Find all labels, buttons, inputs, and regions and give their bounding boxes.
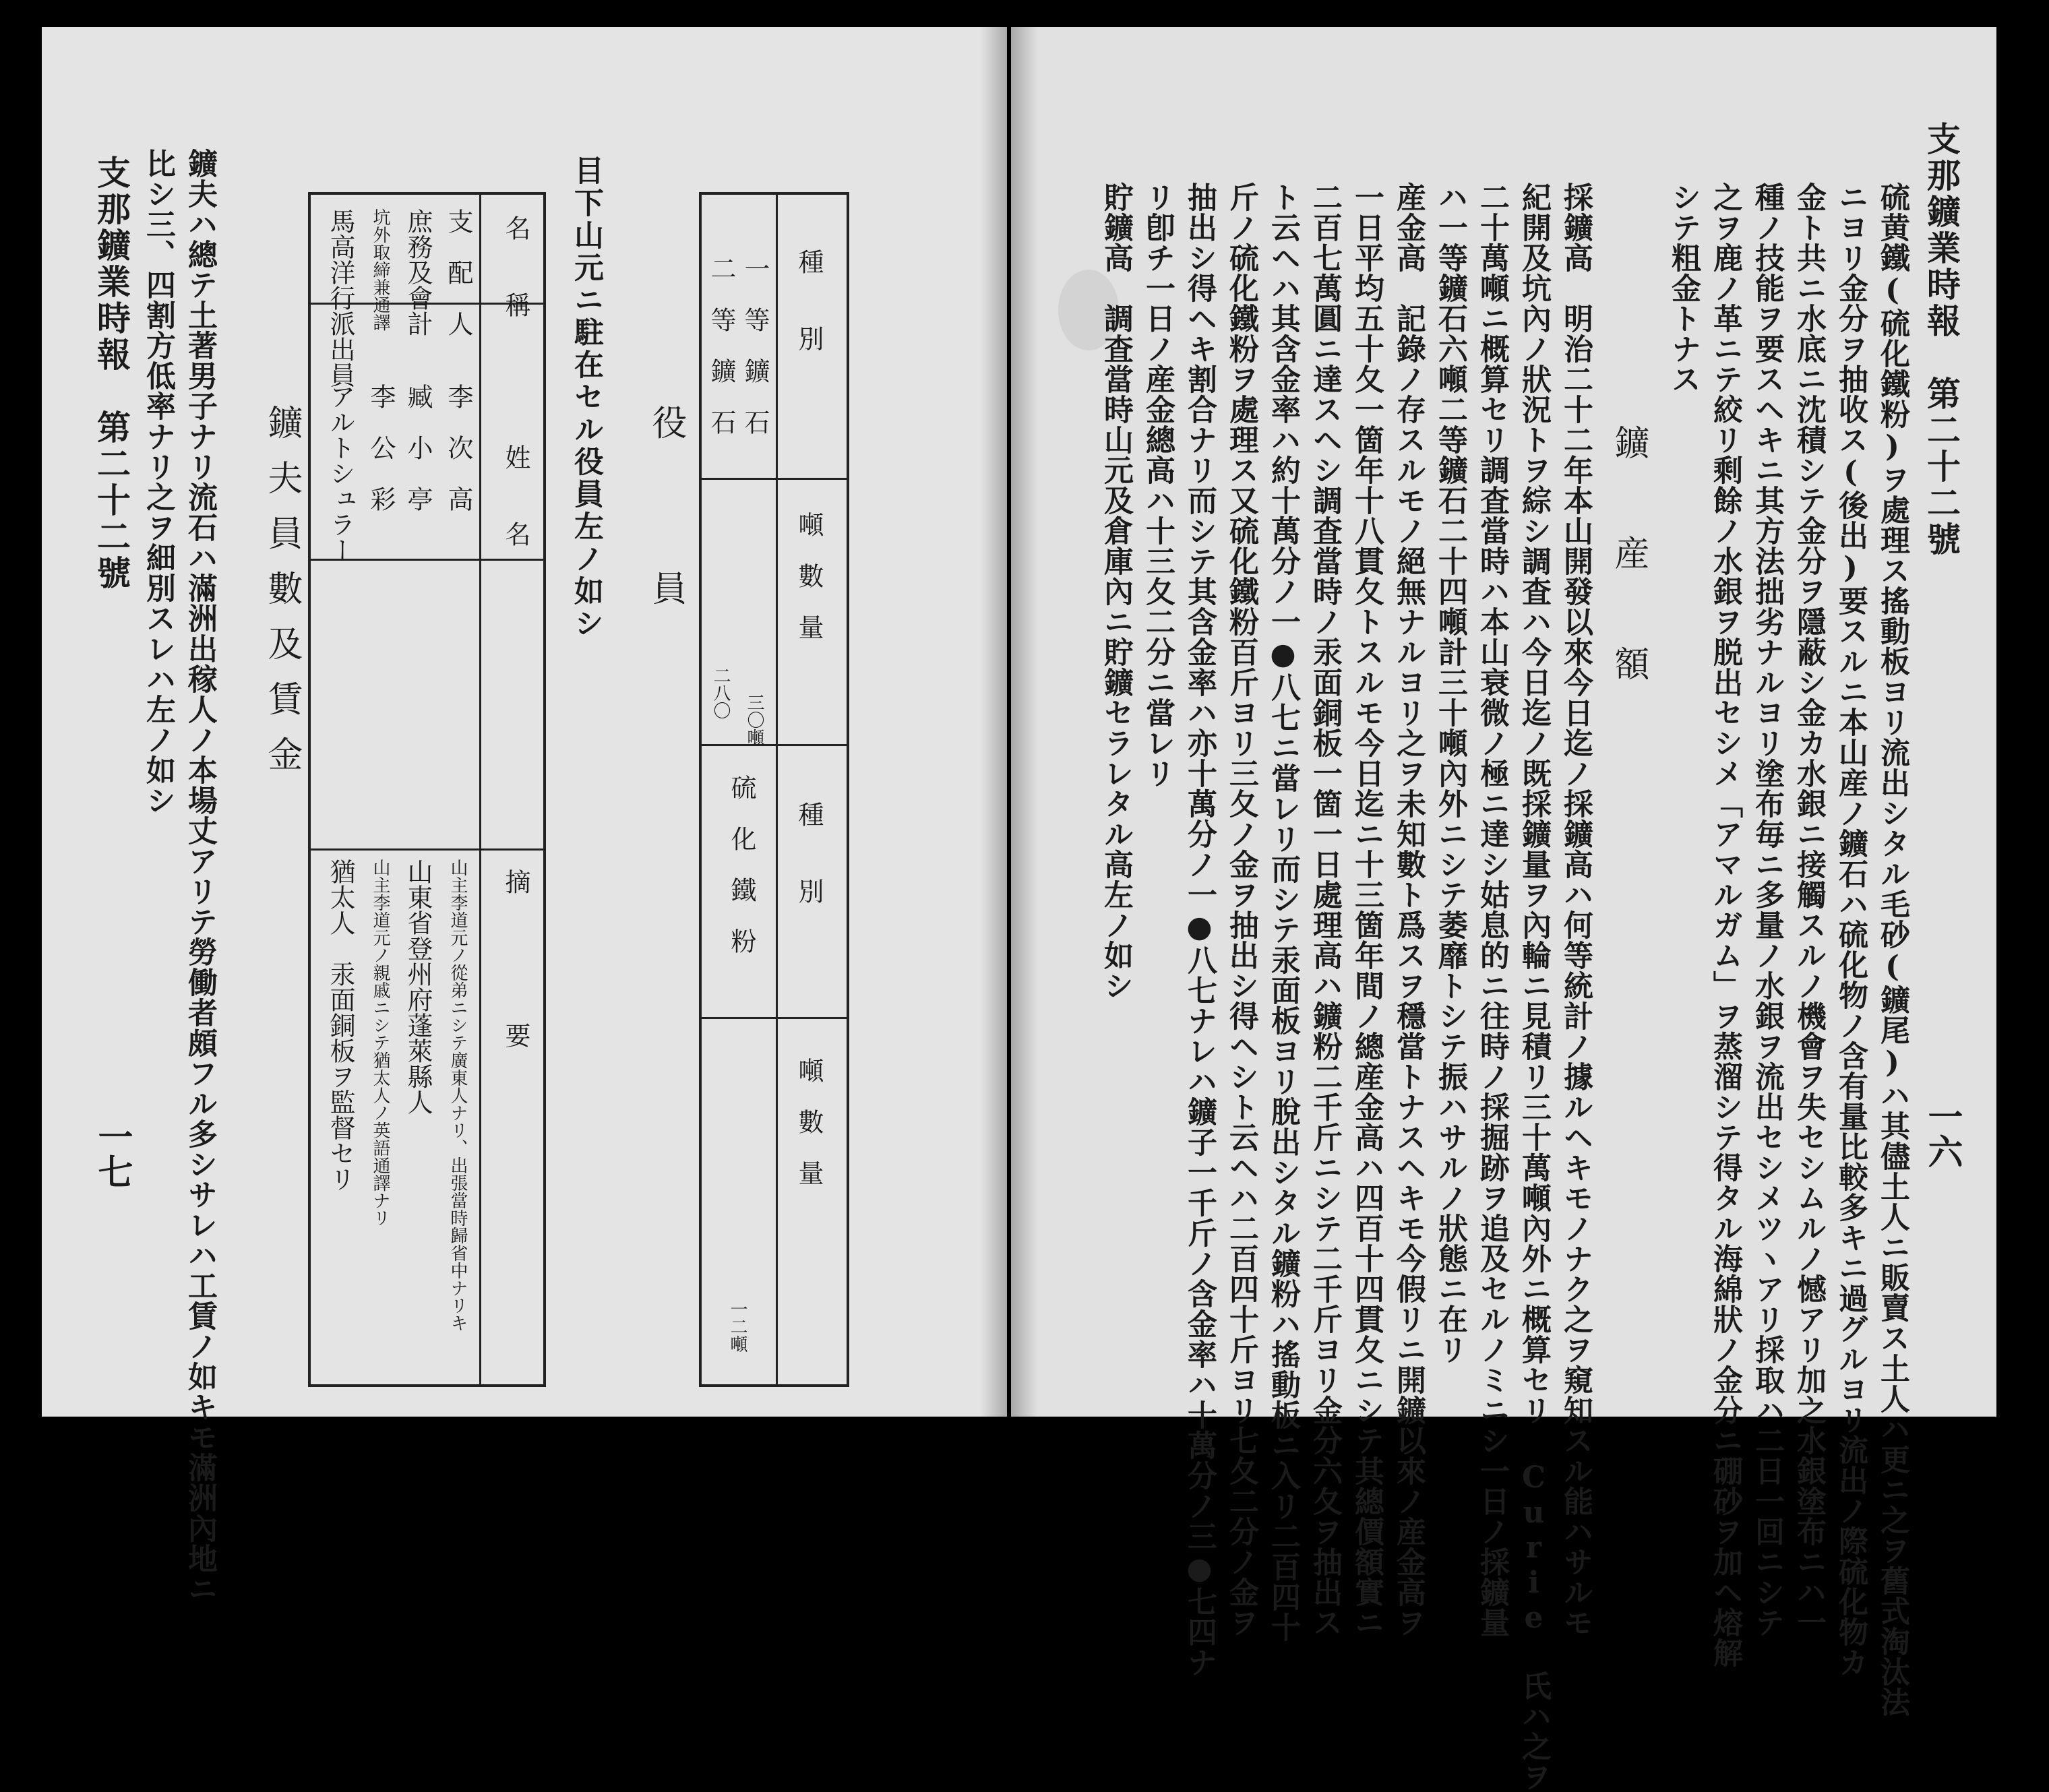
body-line: ニヨリ金分ヲ抽收ス(後出)要スルニ本山産ノ鑛石ハ硫化物ノ含有量比較多キニ過グルヨリ流出ノ際硫化物カ xyxy=(1833,182,1868,1677)
ore-header-kind: 種 別 xyxy=(794,249,824,351)
body-line: 一日平均五十夂一箇年十八貫夂トスルモ今日迄ニ十三箇年間ノ總産金高ハ四百十四貫夂ニシテ其總價額實ニ xyxy=(1349,182,1384,1638)
officer-title: 馬高洋行派出員 xyxy=(326,208,355,388)
header-remarks: 摘 要 xyxy=(501,869,530,1048)
running-title: 支那鑛業時報 第二十二號 xyxy=(92,155,131,592)
header-name: 姓 名 xyxy=(501,444,530,547)
section-heading: 鑛 産 額 xyxy=(1608,425,1649,701)
body-line: 二十萬噸ニ概算セリ調査當時ハ本山衰微ノ極ニ達シ姑息的ニ往時ノ採掘跡ヲ追及セルノミニシ一日ノ採鑛量 xyxy=(1475,182,1509,1638)
body-line: 産金高 記錄ノ存スルモノ絕無ナルヨリ之ヲ未知數ト爲スヲ穩當トナスヘキモ今假リニ開鑛以來ノ産金高ヲ xyxy=(1391,182,1426,1638)
officer-title: 坑外取締兼通譯 xyxy=(370,208,390,331)
officer-remarks: 山主李道元ノ親戚ニシテ猶太人ノ英語通譯ナリ xyxy=(370,859,390,1227)
left-page xyxy=(42,27,1007,1604)
body-line: ハ一等鑛石六噸二等鑛石二十四噸計三十噸內外ニシテ萎靡トシテ振ハサルノ狀態ニ在リ xyxy=(1433,182,1467,1365)
gutter-shadow xyxy=(980,27,1007,1417)
body-line: 採鑛高 明治二十二年本山開發以來今日迄ノ採鑛高ハ何等統計ノ據ルヘキモノナク之ヲ窺知スル能ハサルモ xyxy=(1558,182,1593,1638)
body-line: 抽出シ得ヘキ割合ナリ而シテ其含金率ハ亦十萬分ノ一●八七ナレハ鑛子一千斤ノ含金率ハ十萬分ノ三●七四ナ xyxy=(1182,182,1217,1677)
body-line: 斤ノ硫化鐵粉ヲ處理ス又硫化鐵粉百斤ヨリ三夂ノ金ヲ抽出シ得ヘシト云ヘハ二百四十斤ヨリ七夂二分ノ金ヲ xyxy=(1224,182,1258,1638)
ore-kind: 硫 化 鐵 粉 xyxy=(727,774,756,954)
officers-table xyxy=(308,192,546,1387)
body-line: 硫黄鐵(硫化鐵粉)ヲ處理ス搖動板ヨリ流出シタル毛砂(鑛尾)ハ其儘土人ニ販賣ス土人ハ更ニ之ヲ舊式淘汰法 xyxy=(1875,182,1909,1717)
officer-remarks: 山主李道元ノ從弟ニシテ廣東人ナリ、出張當時歸省中ナリキ xyxy=(448,859,468,1332)
body-line: シテ粗金トナス xyxy=(1666,182,1701,394)
right-page xyxy=(1011,27,1996,1792)
officers-intro: 目下山元ニ駐在セル役員左ノ如シ xyxy=(569,155,603,640)
body-line: ト云ヘハ其含金率ハ約十萬分ノ一●八七ニ當レリ而シテ汞面板ヨリ脫出シタル鑛粉ハ搖動板ニ入リ二百四十 xyxy=(1266,182,1300,1642)
ore-tonnage: 一二噸 xyxy=(727,1300,747,1353)
body-line: 種ノ技能ヲ要スヘキニ其方法拙劣ナルヨリ塗布毎ニ多量ノ水銀ヲ流出セシメツヽアリ採取ハ二日一回ニシテ xyxy=(1750,182,1784,1638)
ore-kind: 一 等 鑛 石 xyxy=(740,255,770,435)
officer-title: 支 配 人 xyxy=(444,208,473,336)
officer-remarks: 猶太人 汞面銅板ヲ監督セリ xyxy=(326,859,355,1192)
body-line: 貯鑛高 調査當時山元及倉庫內ニ貯鑛セラレタル高左ノ如シ xyxy=(1099,182,1133,1001)
body-line: 金ト共ニ水底ニ沈積シテ金分ヲ隱蔽シ金カ水銀ニ接觸スルノ機會ヲ失セシムルノ憾アリ加之水銀塗布ニハ一 xyxy=(1792,182,1826,1638)
ore-tonnage: 二八〇 xyxy=(710,667,731,719)
officer-name: 臧 小 亭 xyxy=(403,383,433,512)
gutter-shadow xyxy=(1011,27,1038,1417)
officer-title: 庶務及會計 xyxy=(403,208,433,336)
page-number: 一六 xyxy=(1922,1099,1963,1169)
body-line: 之ヲ鹿ノ革ニテ絞リ剩餘ノ水銀ヲ脱出セシメ「アマルガム」ヲ蒸溜シテ得タル海綿狀ノ金分ニ硼砂ヲ加ヘ熔解 xyxy=(1708,182,1742,1668)
body-line: 二百七萬圓ニ達スヘシ調査當時ノ汞面銅板一箇一日處理高ハ鑛粉二千斤ニシテ二千斤ヨリ金分六夂ヲ抽出ス xyxy=(1308,182,1342,1638)
officer-name: アルトシュラー xyxy=(326,383,355,563)
body-line: リ卽チ一日ノ産金總高ハ十三夂二分ニ當レリ xyxy=(1140,182,1175,789)
officer-name: 李 次 高 xyxy=(444,383,473,512)
ore-header-tonnage: 噸 數 量 xyxy=(794,512,824,640)
running-title: 支那鑛業時報 第二十二號 xyxy=(1922,121,1961,558)
header-title: 名 稱 xyxy=(501,215,530,317)
ore-kind: 二 等 鑛 石 xyxy=(706,255,736,435)
officer-remarks: 山東省登州府蓬萊縣人 xyxy=(403,859,433,1115)
officer-name: 李 公 彩 xyxy=(366,383,396,512)
page-number: 一七 xyxy=(92,1119,133,1189)
body-line: 紀開及坑內ノ狀況トヲ綜シ調査ハ今日迄ノ既採鑛量ヲ內輪ニ見積リ三十萬噸內外ニ概算セリ Curie 氏ハ之ヲ xyxy=(1517,182,1551,1792)
ore-header-tonnage: 噸 數 量 xyxy=(794,1057,824,1185)
wage-text-line: 比シ三、四割方低率ナリ之ヲ細別スレハ左ノ如シ xyxy=(141,148,175,815)
ore-header-kind: 種 別 xyxy=(794,801,824,904)
section-heading: 鑛夫員數及賃金 xyxy=(262,404,302,791)
wage-text-line: 鑛夫ハ總テ土著男子ナリ流石ハ滿洲出稼人ノ本場丈アリテ勞働者頗フル多シサレハ工賃ノ如キモ滿洲內地ニ xyxy=(183,148,217,1604)
officers-heading: 役 員 xyxy=(646,404,686,625)
ore-tonnage: 三〇噸 xyxy=(744,693,764,746)
ore-table xyxy=(699,192,849,1387)
